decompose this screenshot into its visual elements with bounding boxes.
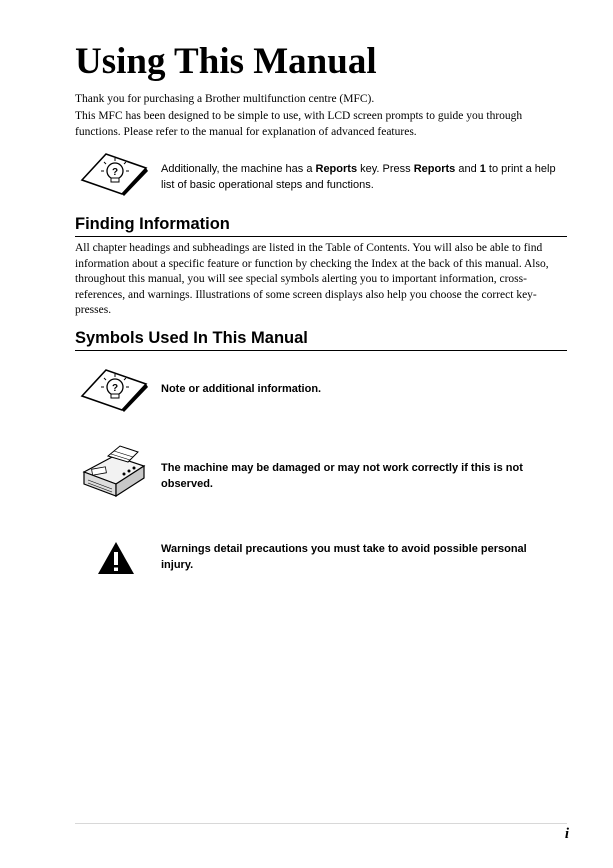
page-title: Using This Manual xyxy=(75,41,377,82)
svg-text:?: ? xyxy=(111,383,119,394)
machine-caution-icon xyxy=(80,442,148,498)
symbol-caution-text: The machine may be damaged or may not work correctly if this is not observed. xyxy=(161,462,523,490)
intro-paragraph-2: This MFC has been designed to be simple to use, with LCD screen prompts to guide you through functions. Please refer to the manual for explanation of advanced features. xyxy=(75,110,523,138)
symbols-heading: Symbols Used In This Manual xyxy=(75,328,567,351)
note-lightbulb-icon xyxy=(78,366,150,412)
note-lightbulb-icon xyxy=(78,150,150,196)
warning-triangle-icon xyxy=(96,540,136,576)
page-number: i xyxy=(564,826,569,842)
symbol-warning-text: Warnings detail precautions you must take to avoid possible personal injury. xyxy=(161,543,527,571)
finding-information-heading: Finding Information xyxy=(75,214,567,237)
footer-divider xyxy=(75,823,567,824)
finding-information-body: All chapter headings and subheadings are listed in the Table of Contents. You will also be able to find information about a specific feature or function by checking the Index at the back of this manual. Also, throughout this manual, you will see special symbols alerting you to important information, cross-references, and warnings. Illustrations of some screen displays also help you choose the correct key-presses. xyxy=(75,242,549,316)
reports-note: Additionally, the machine has a Reports key. Press Reports and 1 to print a help list of basic operational steps and functions. xyxy=(161,163,556,191)
intro-paragraph-1: Thank you for purchasing a Brother multifunction centre (MFC). xyxy=(75,93,375,105)
svg-text:?: ? xyxy=(111,167,119,178)
symbol-note-text: Note or additional information. xyxy=(161,383,322,395)
